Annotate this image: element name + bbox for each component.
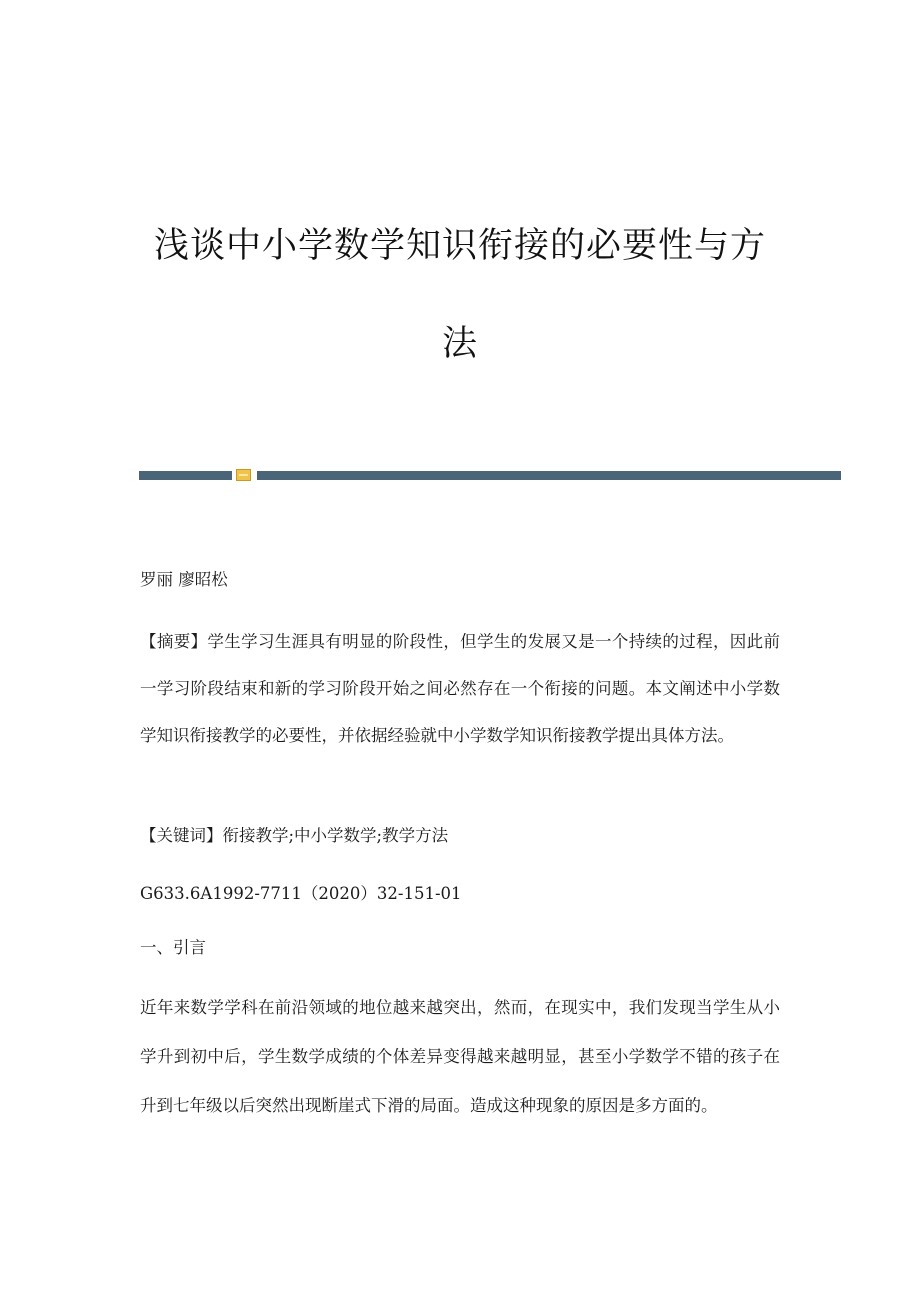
divider-ornament-icon bbox=[236, 469, 251, 481]
title-line-2: 法 bbox=[441, 324, 478, 364]
divider-bar-right bbox=[257, 471, 841, 480]
classification-code: G633.6A1992-7711（2020）32-151-01 bbox=[140, 884, 462, 903]
authors: 罗丽 廖昭松 bbox=[140, 570, 228, 589]
divider-bar-left bbox=[139, 471, 232, 480]
title-line-1: 浅谈中小学数学知识衔接的必要性与方 bbox=[153, 226, 766, 266]
section-heading-introduction: 一、引言 bbox=[140, 938, 206, 957]
keywords-line: 【关键词】衔接教学;中小学数学;教学方法 bbox=[140, 826, 449, 845]
abstract-paragraph: 【摘要】学生学习生涯具有明显的阶段性，但学生的发展又是一个持续的过程，因此前一学习阶段结束和新的学习阶段开始之间必然存在一个衔接的问题。本文阐述中小学数学知识衔接教学的必要性，并依据经验就中小学数学知识衔接教学提出具体方法。 bbox=[140, 632, 780, 745]
introduction-paragraph: 近年来数学学科在前沿领域的地位越来越突出，然而，在现实中，我们发现当学生从小学升到初中后，学生数学成绩的个体差异变得越来越明显，甚至小学数学不错的孩子在升到七年级以后突然出现断崖式下滑的局面。造成这种现象的原因是多方面的。 bbox=[140, 998, 780, 1115]
